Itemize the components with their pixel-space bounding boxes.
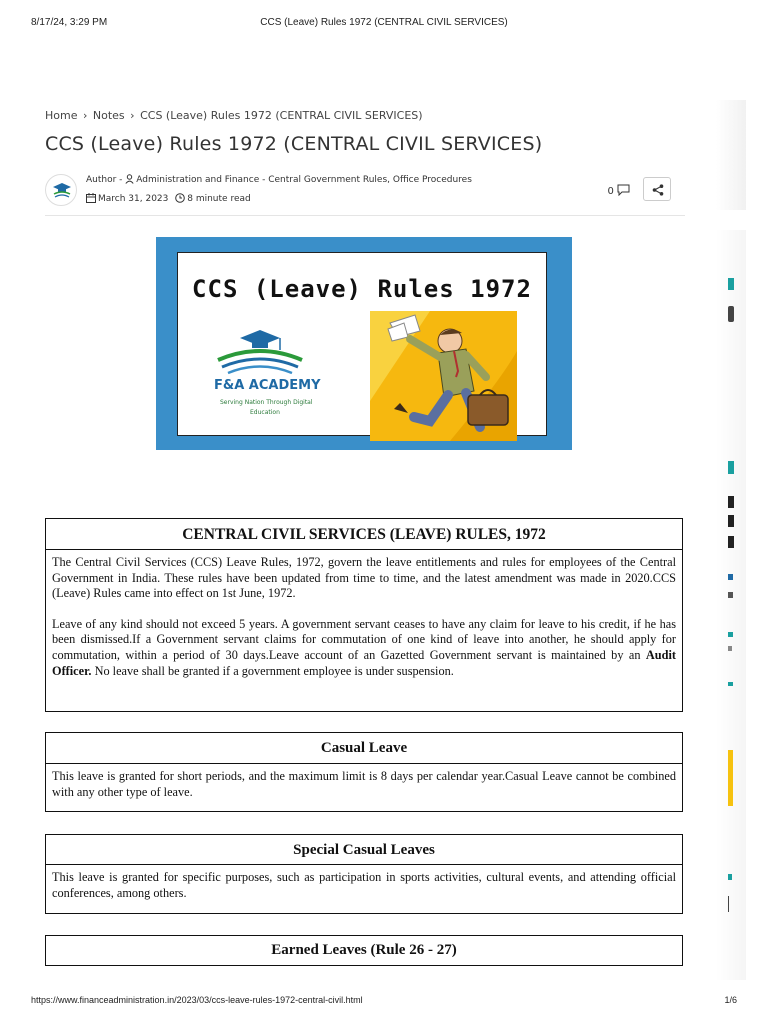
sidebar-fragment	[728, 592, 733, 598]
share-button[interactable]	[643, 177, 671, 201]
section-body	[46, 764, 682, 806]
user-icon	[125, 174, 134, 187]
academy-tagline: Serving Nation Through Digital	[220, 399, 313, 406]
section-paragraph	[52, 617, 676, 679]
print-datetime: 8/17/24, 3:29 PM	[31, 17, 108, 28]
avatar[interactable]	[45, 174, 77, 206]
breadcrumb-separator: ›	[82, 109, 88, 122]
author-link[interactable]: Administration and Finance	[136, 175, 260, 185]
author-line	[86, 174, 472, 187]
sidebar-fragment	[728, 536, 734, 548]
print-footer	[31, 995, 737, 1009]
section-special-casual-leaves	[45, 834, 683, 914]
sidebar-fragment	[728, 874, 732, 880]
breadcrumb-separator: ›	[130, 109, 135, 122]
sidebar-fragment	[728, 496, 734, 508]
section-paragraph: This leave is granted for short periods, and the maximum limit is 8 days per calendar year.Casual Leave cannot be combined with any other type of leave.	[52, 769, 676, 799]
print-title: CCS (Leave) Rules 1972 (CENTRAL CIVIL SERVICES)	[260, 17, 508, 28]
section-casual-leave	[45, 732, 683, 812]
breadcrumb-current: CCS (Leave) Rules 1972 (CENTRAL CIVIL SERVICES)	[140, 109, 423, 122]
comment-count-value: 0	[607, 186, 614, 197]
sidebar-fragment	[728, 306, 734, 322]
sidebar-widget-edge	[716, 100, 746, 210]
section-paragraph: The Central Civil Services (CCS) Leave Rules, 1972, govern the leave entitlements and rules for employees of the Central Government in India. These rules have been updated from time to time, and the latest amendment was made in 2020.CCS (Leave) Rules came into effect on 1st June, 1972.	[52, 555, 676, 601]
academy-tagline-cont: Education	[250, 409, 280, 416]
graduation-cap-icon	[52, 182, 72, 200]
paragraph-text: No leave shall be granted if a government employee is under suspension.	[91, 663, 454, 678]
academy-name: F&A ACADEMY	[214, 378, 321, 393]
breadcrumb-notes[interactable]: Notes	[92, 109, 125, 122]
sidebar-cropped	[716, 100, 746, 980]
page-number: 1/6	[724, 995, 737, 1005]
calendar-icon	[86, 193, 96, 206]
sidebar-fragment	[728, 896, 733, 912]
section-ccs-leave-rules	[45, 518, 683, 712]
sidebar-fragment	[728, 574, 733, 580]
author-prefix: Author -	[86, 175, 123, 185]
section-heading: Earned Leaves (Rule 26 - 27)	[271, 942, 457, 958]
comment-icon	[617, 184, 630, 199]
section-heading: CENTRAL CIVIL SERVICES (LEAVE) RULES, 1972	[46, 519, 682, 550]
sidebar-fragment	[728, 461, 734, 474]
share-icon	[652, 184, 664, 196]
publish-date: March 31, 2023	[98, 194, 169, 204]
meta-divider	[45, 215, 685, 216]
comment-count[interactable]	[607, 184, 632, 199]
banner-card	[177, 252, 547, 436]
breadcrumb-home[interactable]: Home	[45, 109, 78, 122]
section-heading: Special Casual Leaves	[46, 835, 682, 865]
sidebar-widget-edge	[716, 230, 746, 980]
paragraph-text: Leave of any kind should not exceed 5 years. A government servant ceases to have any claim for leave to his credit, if he has been dismissed.If a Government servant claims for commutation of one kind of leave into another, he should apply for commutation, within a period of 30 days.Leave account of an Gazetted Government servant is maintained by an	[52, 616, 676, 662]
section-heading: Casual Leave	[46, 733, 682, 764]
graduation-cap-icon	[198, 328, 338, 378]
article-categories[interactable]: - Central Government Rules, Office Procedures	[262, 175, 472, 185]
print-header	[31, 17, 737, 31]
sidebar-fragment	[728, 646, 732, 651]
section-paragraph: This leave is granted for specific purposes, such as participation in sports activities, cultural events, and attending official conferences, among others.	[52, 870, 676, 900]
cartoon-illustration	[370, 311, 517, 441]
page-url: https://www.financeadministration.in/2023/03/ccs-leave-rules-1972-central-civil.html	[31, 995, 363, 1005]
clock-icon	[175, 193, 185, 206]
page-title: CCS (Leave) Rules 1972 (CENTRAL CIVIL SERVICES)	[45, 133, 543, 155]
sidebar-fragment	[728, 515, 734, 527]
date-line	[86, 193, 251, 206]
sidebar-fragment	[728, 278, 734, 290]
academy-logo	[198, 328, 338, 428]
section-body	[46, 865, 682, 907]
section-earned-leaves	[45, 935, 683, 966]
article-banner-image	[156, 237, 572, 450]
sidebar-fragment	[728, 750, 733, 806]
sidebar-fragment	[728, 632, 733, 637]
breadcrumb	[45, 109, 423, 122]
sidebar-fragment	[728, 682, 733, 686]
read-time: 8 minute read	[187, 194, 251, 204]
banner-title: CCS (Leave) Rules 1972	[192, 275, 532, 303]
audit-officer-emphasis: Audit Officer.	[52, 647, 676, 678]
article-meta	[45, 172, 685, 212]
section-body	[46, 550, 682, 685]
